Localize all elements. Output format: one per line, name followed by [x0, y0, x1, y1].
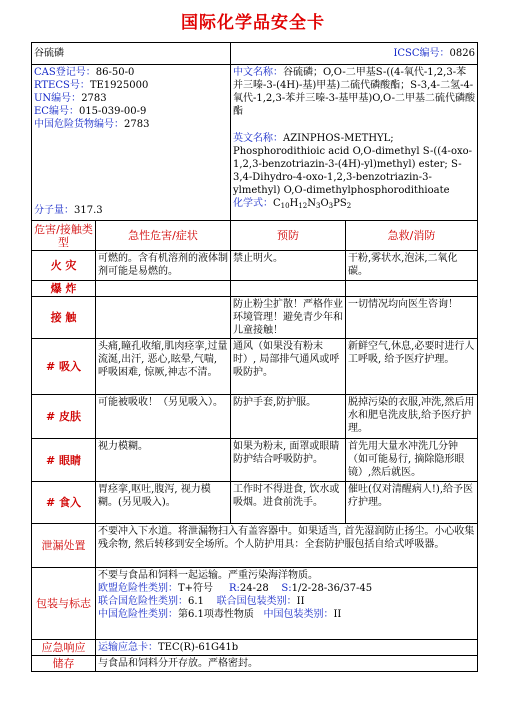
- icsc-no: 0826: [449, 48, 475, 59]
- molecular-weight-line: 分子量：317.3: [34, 205, 103, 216]
- emergency-label: 应急响应: [32, 640, 96, 656]
- hazard-row-contact: 接 触 防止粉尘扩散！严格作业环境管理！避免青少年和儿童接触！ 一切情况均向医生咨询！: [32, 297, 478, 339]
- cas-line: CAS登记号：86-50-0: [34, 67, 135, 78]
- emergency-block: 运输应急卡：TEC(R)-61G41b: [96, 640, 478, 656]
- cn-dangerous-goods-line: 中国危险货物编号：2783: [34, 119, 150, 130]
- identifier-block: [32, 65, 231, 221]
- hazard-row-skin: # 皮肤 可能被吸收！（另见吸入）。 防护手套,防护服。 脱掉污染的衣服,冲洗,然后用水和肥皂洗皮肤,给予医疗护理。: [32, 395, 478, 439]
- names-block: [231, 65, 478, 221]
- hazard-header-row: [32, 221, 478, 251]
- card-title: 国际化学品安全卡: [181, 13, 325, 33]
- icsc-label: ICSC编号：: [393, 48, 450, 59]
- cn-class-line: 中国危险性类别：第6.1项毒性物质 中国包装类别：II: [98, 609, 342, 620]
- spill-row: [32, 524, 478, 568]
- chemical-name: 谷硫磷: [32, 43, 231, 65]
- safety-card: [31, 42, 477, 672]
- spill-text: 不要冲入下水道。将泄漏物扫入有盖容器中。如果适当, 首先湿润防止扬尘。小心收集残余物, 然后转移到安全场所。个人防护用具：全套防护服包括自给式呼吸器。: [96, 524, 478, 568]
- storage-label: 储存: [32, 656, 96, 672]
- hazard-row-inhalation: # 吸入 头痛,瞳孔收缩,肌肉痉挛,过量流涎,出汗, 恶心,眩晕,气喘, 呼吸困难, 惊厥,神志不清。 通风（如果没有粉末时）, 局部排气通风或呼吸防护。 新鲜空气,休息,必要时进行人工呼吸, 给予医疗护理。: [32, 339, 478, 395]
- formula-line: 化学式：$C_{10}H_{12}N_3O_3PS_2$: [233, 198, 352, 210]
- un-line: UN编号：2783: [34, 93, 107, 104]
- en-name-line: 英文名称：AZINPHOS-METHYL; Phosphorodithioic acid O,O-dimethyl S-((4-oxo-1,2,3-benzotriazin-3-(4H)-yl)methyl) ester; S-3,4-Dihydro-4-oxo-1,2,3-benzotriazin-3-ylmethyl) O,O-dimethylphosphorodithioate: [233, 133, 472, 196]
- hazard-row-fire: 火 灾 可燃的。含有机溶剂的液体制剂可能是易燃的。 禁止明火。 干粉,雾状水,泡沫,二氧化碳。: [32, 251, 478, 281]
- cn-name-line: 中文名称：谷硫磷；O,O-二甲基S-((4-氧代-1,2,3-苯并三嗪-3-(4H)-基)甲基)二硫代磷酸酯；S-3,4-二氢-4-氧代-1,2,3-苯并三嗪-3-基甲基)O,O-二甲基二硫代磷酸酯: [233, 67, 475, 117]
- icsc-cell: [231, 43, 478, 65]
- emergency-row: [32, 640, 478, 656]
- un-class-line: 联合国危险性类别：6.1 联合国包装类别：II: [98, 596, 305, 607]
- card-table: [31, 42, 478, 672]
- header-aid: 急救/消防: [346, 221, 478, 251]
- packaging-transport-note: 不要与食品和饲料一起运输。严重污染海洋物质。: [98, 570, 318, 581]
- hazard-row-eyes: # 眼睛 视力模糊。 如果为粉末, 面罩或眼睛防护结合呼吸防护。 首先用大量水冲洗几分钟（如可能易行, 摘除隐形眼镜）,然后就医。: [32, 439, 478, 482]
- rtecs-line: RTECS号：TE1925000: [34, 80, 149, 91]
- eu-class-line: 欧盟危险性类别：T+符号 R:24-28 S:1/2-28-36/37-45: [98, 583, 373, 594]
- header-symptom: 急性危害/症状: [96, 221, 231, 251]
- hazard-row-ingestion: # 食入 胃痉挛,呕吐,腹泻, 视力模糊。(另见吸入)。 工作时不得进食, 饮水或吸烟。进食前洗手。 催吐(仅对清醒病人!),给予医疗护理。: [32, 482, 478, 524]
- ec-line: EC编号：015-039-00-9: [34, 106, 147, 117]
- name-row: [32, 43, 478, 65]
- header-type: 危害/接触类型: [32, 221, 96, 251]
- spill-label: 泄漏处置: [32, 524, 96, 568]
- packaging-block: [96, 568, 478, 640]
- storage-text: 与食品和饲料分开存放。严格密封。: [96, 656, 478, 672]
- packaging-label: 包装与标志: [32, 568, 96, 640]
- packaging-row: [32, 568, 478, 640]
- storage-row: [32, 656, 478, 672]
- hazard-row-explosion: 爆 炸: [32, 281, 478, 297]
- identifier-row: [32, 65, 478, 221]
- header-prevent: 预防: [231, 221, 346, 251]
